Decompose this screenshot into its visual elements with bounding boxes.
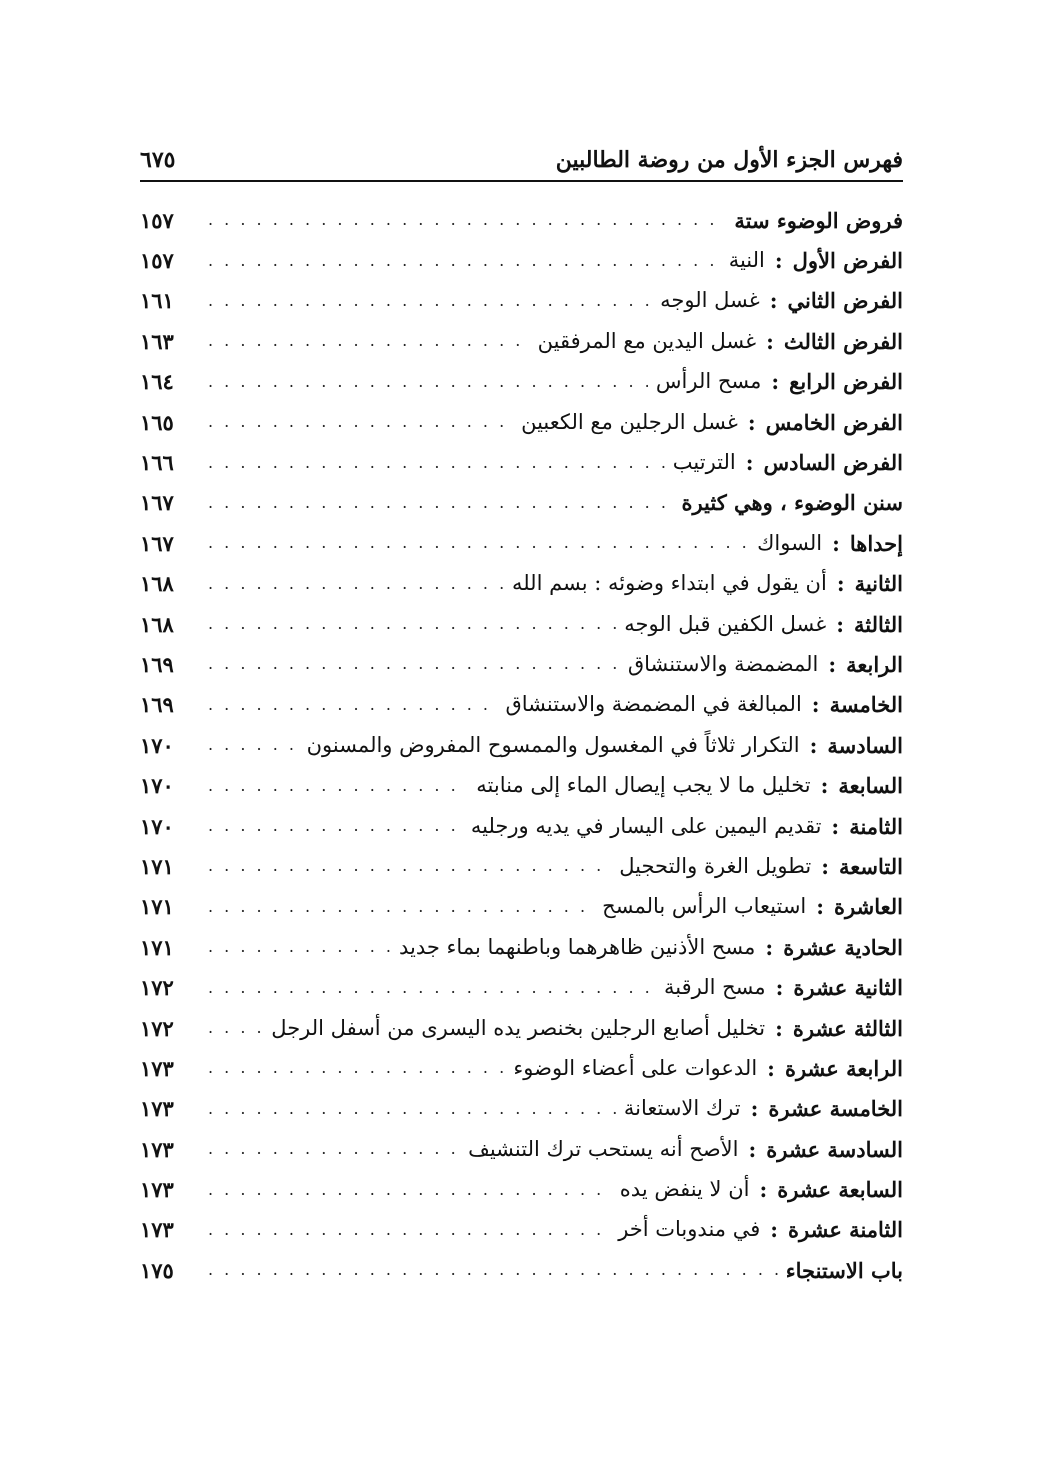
toc-entry: [140, 1210, 903, 1250]
dot-leader: [208, 616, 616, 632]
toc-entry: [140, 1250, 903, 1290]
toc-entry-text: ترك الاستعانة: [623, 1096, 741, 1121]
toc-entry-text: النية: [728, 248, 765, 273]
toc-entry-label: الخامسة عشرة: [768, 1096, 903, 1122]
toc-entry-page: ١٦٧: [140, 490, 174, 516]
toc-entry-label: سنن الوضوء ، وهي كثيرة: [681, 490, 903, 516]
toc-entry-label: إحداها: [849, 530, 903, 556]
toc-entry-text: الترتيب: [672, 450, 736, 475]
toc-entry-text: غسل الكفين قبل الوجه: [624, 611, 827, 636]
toc-entry-label: العاشرة: [834, 894, 903, 920]
toc-entry-text: المبالغة في المضمضة والاستنشاق: [505, 692, 802, 717]
toc-entry-text: تقديم اليمين على اليسار في يديه ورجليه: [470, 813, 822, 838]
toc-entry-label: السابعة عشرة: [777, 1177, 903, 1203]
dot-leader: [208, 374, 648, 390]
toc-entry-label: الحادية عشرة: [783, 934, 903, 960]
toc-entry-page: ١٧٠: [140, 813, 174, 839]
toc-entry: [140, 685, 903, 725]
toc-entry: [140, 1129, 903, 1169]
toc-entry-label: الثامنة عشرة: [788, 1217, 903, 1243]
toc-entry-separator: :: [774, 248, 783, 274]
toc-entry-label: السادسة: [827, 732, 903, 758]
page-header: [140, 140, 903, 182]
toc-entry-label: الثالثة عشرة: [792, 1015, 903, 1041]
dot-leader: [208, 1262, 778, 1278]
toc-entry-page: ١٦١: [140, 288, 174, 314]
toc-entry-text: التكرار ثلاثاً في المغسول والممسوح المفروض والمسنون: [306, 732, 800, 757]
toc-entry: [140, 604, 903, 644]
toc-entry-separator: :: [831, 813, 840, 839]
toc-entry-page: ١٦٦: [140, 450, 174, 476]
toc-entry-label: التاسعة: [839, 853, 903, 879]
dot-leader: [208, 1101, 616, 1117]
toc-entry: [140, 281, 903, 321]
toc-entry-page: ١٦٣: [140, 328, 174, 354]
dot-leader: [208, 414, 513, 430]
toc-entry: [140, 523, 903, 563]
toc-entry-label: السادسة عشرة: [766, 1136, 903, 1162]
toc-entry-page: ١٧٣: [140, 1096, 174, 1122]
dot-leader: [208, 333, 530, 349]
dot-leader: [208, 535, 749, 551]
dot-leader: [208, 1182, 612, 1198]
toc-entry-text: تخليل ما لا يجب إيصال الماء إلى منابته: [476, 773, 811, 798]
toc-entry-page: ١٧٥: [140, 1257, 174, 1283]
toc-entry-page: ١٧١: [140, 853, 174, 879]
toc-entry: [140, 806, 903, 846]
toc-entry: [140, 362, 903, 402]
toc-entry: [140, 1048, 903, 1088]
toc-entry-page: ١٥٧: [140, 248, 174, 274]
toc-entry-separator: :: [748, 1136, 757, 1162]
dot-leader: [208, 778, 468, 794]
toc-entry: [140, 1169, 903, 1209]
toc-entry-separator: :: [816, 894, 825, 920]
toc-entry-separator: :: [836, 571, 845, 597]
dot-leader: [208, 818, 463, 834]
toc-entry-text: أن يقول في ابتداء وضوئه : بسم الله: [511, 571, 827, 596]
toc-entry-separator: :: [775, 975, 784, 1001]
toc-entry-separator: :: [811, 692, 820, 718]
dot-leader: [208, 939, 391, 955]
toc-entry-text: غسل الرجلين مع الكعبين: [521, 409, 738, 434]
toc-entry: [140, 200, 903, 240]
toc-entry-page: ١٧٠: [140, 773, 174, 799]
toc-entry-separator: :: [770, 1217, 779, 1243]
toc-entry-label: فروض الوضوء ستة: [734, 207, 903, 233]
toc-entry: [140, 644, 903, 684]
toc-entry-label: الفرض الخامس: [765, 409, 903, 435]
toc-entry-page: ١٧٣: [140, 1217, 174, 1243]
toc-entry-separator: :: [821, 853, 830, 879]
toc-entry-label: الفرض السادس: [763, 450, 903, 476]
toc-entry-label: الثالثة: [854, 611, 903, 637]
toc-entry-text: في مندوبات أخر: [618, 1217, 761, 1242]
toc-entry-page: ١٧٣: [140, 1177, 174, 1203]
toc-entry-page: ١٦٨: [140, 571, 174, 597]
dot-leader: [208, 1020, 263, 1036]
dot-leader: [208, 737, 299, 753]
dot-leader: [208, 576, 504, 592]
toc-entry-text: السواك: [757, 530, 823, 555]
toc-entry-text: تطويل الغرة والتحجيل: [619, 853, 812, 878]
toc-entry-separator: :: [767, 1055, 775, 1081]
toc-entry-text: أن لا ينفض يده: [619, 1177, 750, 1202]
toc-entry-page: ١٦٤: [140, 369, 174, 395]
toc-entry: [140, 887, 903, 927]
toc-entry-page: ١٦٨: [140, 611, 174, 637]
toc-entry-label: باب الاستنجاء: [785, 1257, 903, 1283]
toc-entry: [140, 765, 903, 805]
toc-entry-page: ١٧٣: [140, 1055, 174, 1081]
toc-entry-text: تخليل أصابع الرجلين بخنصر يده اليسرى من أسفل الرجل: [271, 1015, 766, 1040]
dot-leader: [208, 1222, 610, 1238]
toc-entry-label: الفرض الأول: [792, 248, 903, 274]
toc-entry: [140, 240, 903, 280]
dot-leader: [208, 1060, 505, 1076]
toc-entry-page: ١٧٢: [140, 1015, 174, 1041]
table-of-contents: [140, 200, 903, 1291]
toc-entry-label: الثانية: [854, 571, 903, 597]
toc-entry-label: الفرض الثالث: [783, 328, 903, 354]
toc-entry-separator: :: [745, 450, 754, 476]
toc-entry: [140, 927, 903, 967]
toc-entry: [140, 321, 903, 361]
toc-entry-page: ١٧٢: [140, 975, 174, 1001]
toc-entry: [140, 1089, 903, 1129]
dot-leader: [208, 455, 665, 471]
toc-entry-label: الثانية عشرة: [793, 975, 903, 1001]
toc-entry: [140, 483, 903, 523]
toc-entry-page: ١٦٩: [140, 651, 174, 677]
toc-entry-separator: :: [750, 1096, 759, 1122]
dot-leader: [208, 293, 652, 309]
toc-entry-separator: :: [820, 773, 829, 799]
toc-entry-text: مسح الأذنين ظاهرهما وباطنهما بماء جديد: [399, 934, 756, 959]
toc-entry: [140, 564, 903, 604]
toc-entry: [140, 967, 903, 1007]
dot-leader: [208, 495, 673, 511]
toc-entry-separator: :: [828, 651, 837, 677]
toc-entry-text: مسح الرقبة: [663, 975, 766, 1000]
toc-entry-separator: :: [759, 1177, 768, 1203]
header-page-number: ٦٧٥: [140, 147, 176, 173]
toc-entry-page: ١٧١: [140, 894, 174, 920]
toc-entry-page: ١٦٩: [140, 692, 174, 718]
toc-entry-page: ١٥٧: [140, 207, 174, 233]
toc-entry-separator: :: [771, 369, 780, 395]
dot-leader: [208, 656, 620, 672]
toc-entry-label: الخامسة: [829, 692, 903, 718]
dot-leader: [208, 858, 611, 874]
toc-entry-separator: :: [769, 288, 778, 314]
toc-entry-separator: :: [809, 732, 818, 758]
dot-leader: [208, 697, 497, 713]
toc-entry-separator: :: [766, 328, 774, 354]
toc-entry-text: المضمضة والاستنشاق: [627, 651, 819, 676]
toc-entry: [140, 725, 903, 765]
toc-entry-text: مسح الرأس: [655, 369, 762, 394]
toc-entry-page: ١٧١: [140, 934, 174, 960]
toc-entry: [140, 402, 903, 442]
toc-entry-separator: :: [832, 530, 840, 556]
toc-entry-text: غسل الوجه: [660, 288, 760, 313]
toc-entry-label: الرابعة عشرة: [784, 1055, 903, 1081]
dot-leader: [208, 980, 656, 996]
toc-entry-separator: :: [747, 409, 756, 435]
toc-entry-text: استيعاب الرأس بالمسح: [602, 894, 807, 919]
toc-entry-separator: :: [765, 934, 774, 960]
toc-entry-label: السابعة: [838, 773, 903, 799]
toc-entry-text: الدعوات على أعضاء الوضوء: [513, 1055, 758, 1080]
toc-entry-page: ١٦٥: [140, 409, 174, 435]
dot-leader: [208, 1141, 460, 1157]
toc-entry-page: ١٦٧: [140, 530, 174, 556]
toc-entry-separator: :: [775, 1015, 783, 1041]
toc-entry-separator: :: [836, 611, 845, 637]
toc-entry-label: الفرض الرابع: [789, 369, 903, 395]
header-title: فهرس الجزء الأول من روضة الطالبين: [555, 147, 903, 173]
toc-entry: [140, 442, 903, 482]
toc-entry-text: غسل اليدين مع المرفقين: [537, 328, 757, 353]
toc-entry-text: الأصح أنه يستحب ترك التنشيف: [468, 1136, 739, 1161]
toc-entry-label: الفرض الثاني: [787, 288, 903, 314]
dot-leader: [208, 212, 726, 228]
toc-entry: [140, 846, 903, 886]
toc-entry-label: الرابعة: [846, 651, 903, 677]
dot-leader: [208, 253, 721, 269]
toc-entry-page: ١٧٣: [140, 1136, 174, 1162]
toc-entry: [140, 1008, 903, 1048]
toc-entry-label: الثامنة: [849, 813, 903, 839]
dot-leader: [208, 899, 594, 915]
toc-entry-page: ١٧٠: [140, 732, 174, 758]
